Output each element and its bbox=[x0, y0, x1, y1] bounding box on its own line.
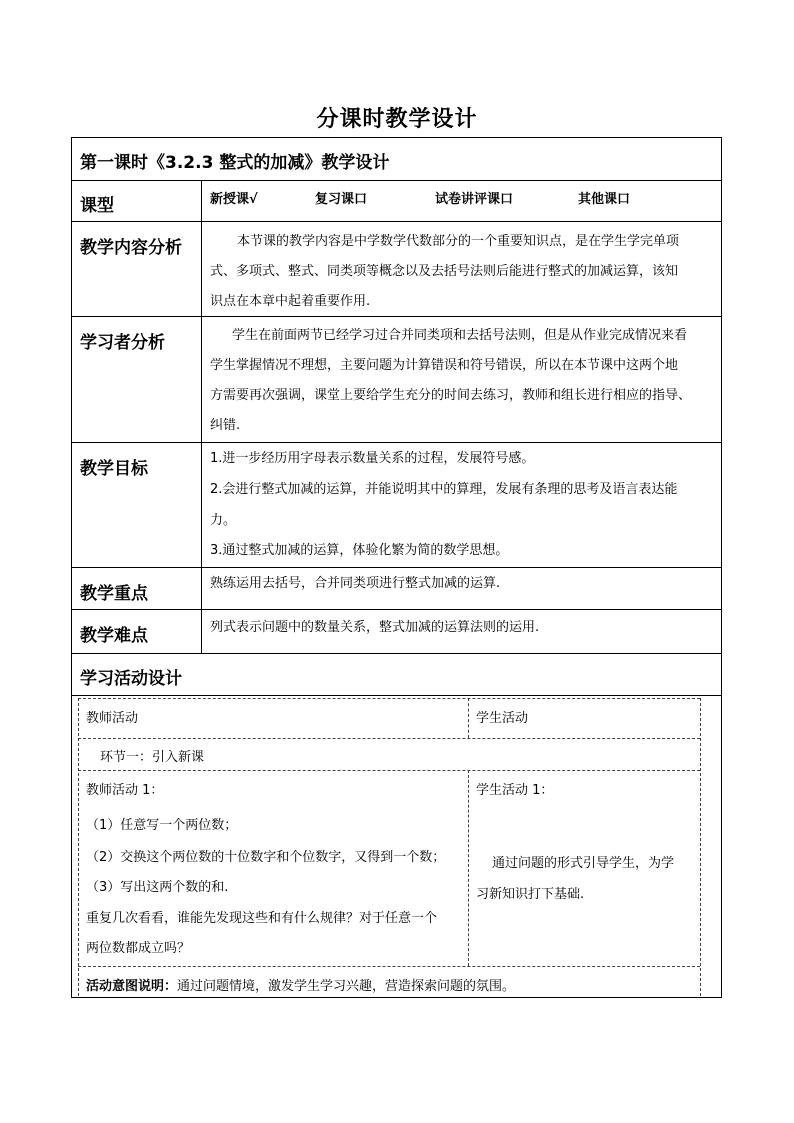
learner-analysis-line: 学生在前面两节已经学习过合并同类项和去括号法则，但是从作业完成情况来看 bbox=[232, 328, 688, 343]
row-divider bbox=[71, 221, 722, 222]
lesson-title: 第一课时《3.2.3 整式的加减》教学设计 bbox=[80, 153, 390, 173]
lesson-type-label: 课型 bbox=[80, 196, 114, 216]
learner-analysis-line: 学生掌握情况不理想，主要问题为计算错误和符号错误，所以在本节课中这两个地 bbox=[210, 358, 679, 373]
teacher-activity-header: 教师活动 bbox=[86, 711, 139, 726]
row-divider bbox=[71, 695, 722, 696]
activity-column-divider bbox=[468, 770, 469, 966]
teacher-activity-step: （1）任意写一个两位数； bbox=[86, 818, 238, 833]
segment-title: 环节一：引入新课 bbox=[100, 750, 205, 765]
row-divider bbox=[71, 653, 722, 654]
activity-table-divider bbox=[78, 738, 700, 739]
activity-table-top bbox=[78, 698, 700, 699]
teacher-activity-step: （2）交换这个两位数的十位数字和个位数字，又得到一个数； bbox=[86, 850, 446, 865]
objective-line: 2.会进行整式加减的运算，并能说明其中的算理，发展有条理的思考及语言表达能 bbox=[210, 482, 678, 497]
student-activity-header: 学生活动 bbox=[476, 711, 529, 726]
teacher-activity-question: 两位数都成立吗？ bbox=[86, 941, 191, 956]
activity-design-label: 学习活动设计 bbox=[80, 669, 182, 689]
lesson-type-review: 复习课口 bbox=[315, 192, 368, 207]
row-divider bbox=[71, 442, 722, 443]
column-divider bbox=[201, 180, 202, 653]
difficulties-text: 列式表示问题中的数量关系，整式加减的运算法则的运用. bbox=[210, 620, 540, 635]
learner-analysis-line: 方需要再次强调，课堂上要给学生充分的时间去练习，教师和组长进行相应的指导、 bbox=[210, 388, 692, 403]
activity-table-divider bbox=[78, 770, 700, 771]
teacher-activity-question: 重复几次看看，谁能先发现这些和有什么规律？对于任意一个 bbox=[86, 911, 438, 926]
objective-line: 1.进一步经历用字母表示数量关系的过程，发展符号感。 bbox=[210, 451, 535, 466]
document-title: 分课时教学设计 bbox=[316, 106, 478, 132]
row-divider bbox=[71, 609, 722, 610]
row-divider bbox=[71, 316, 722, 317]
objectives-label: 教学目标 bbox=[80, 459, 148, 479]
activity-intent bbox=[86, 975, 515, 994]
learner-analysis-label: 学习者分析 bbox=[80, 333, 165, 353]
activity-column-divider bbox=[468, 698, 469, 738]
row-divider bbox=[71, 567, 722, 568]
content-analysis-label: 教学内容分析 bbox=[80, 238, 182, 258]
objective-line: 力。 bbox=[210, 513, 237, 528]
key-points-label: 教学重点 bbox=[80, 584, 148, 604]
difficulties-label: 教学难点 bbox=[80, 626, 148, 646]
activity-table-divider bbox=[78, 966, 700, 967]
activity-intent-text: 通过问题情境，激发学生学习兴趣，营造探索问题的氛围。 bbox=[177, 979, 516, 994]
content-analysis-line: 识点在本章中起着重要作用. bbox=[210, 294, 371, 309]
student-activity-line: 通过问题的形式引导学生，为学 bbox=[492, 856, 675, 871]
lesson-type-other: 其他课口 bbox=[578, 192, 631, 207]
activity-table-left-edge bbox=[78, 698, 79, 996]
teacher-activity-title: 教师活动 1： bbox=[86, 783, 164, 798]
teacher-activity-step: （3）写出这两个数的和. bbox=[86, 880, 229, 895]
row-divider bbox=[71, 180, 722, 181]
content-analysis-line: 式、多项式、整式、同类项等概念以及去括号法则后能进行整式的加减运算，该知 bbox=[210, 264, 679, 279]
student-activity-line: 习新知识打下基础. bbox=[476, 887, 585, 902]
activity-intent-label: 活动意图说明： bbox=[86, 979, 178, 994]
objective-line: 3.通过整式加减的运算，体验化繁为简的数学思想。 bbox=[210, 543, 509, 558]
content-analysis-line: 本节课的教学内容是中学数学代数部分的一个重要知识点，是在学生学完单项 bbox=[237, 234, 680, 249]
lesson-type-exam-review: 试卷讲评课口 bbox=[435, 192, 514, 207]
activity-table-right-edge bbox=[700, 698, 701, 996]
key-points-text: 熟练运用去括号，合并同类项进行整式加减的运算. bbox=[210, 576, 501, 591]
lesson-type-new: 新授课√ bbox=[210, 192, 258, 207]
learner-analysis-line: 纠错. bbox=[210, 418, 241, 433]
student-activity-title: 学生活动 1： bbox=[476, 783, 554, 798]
